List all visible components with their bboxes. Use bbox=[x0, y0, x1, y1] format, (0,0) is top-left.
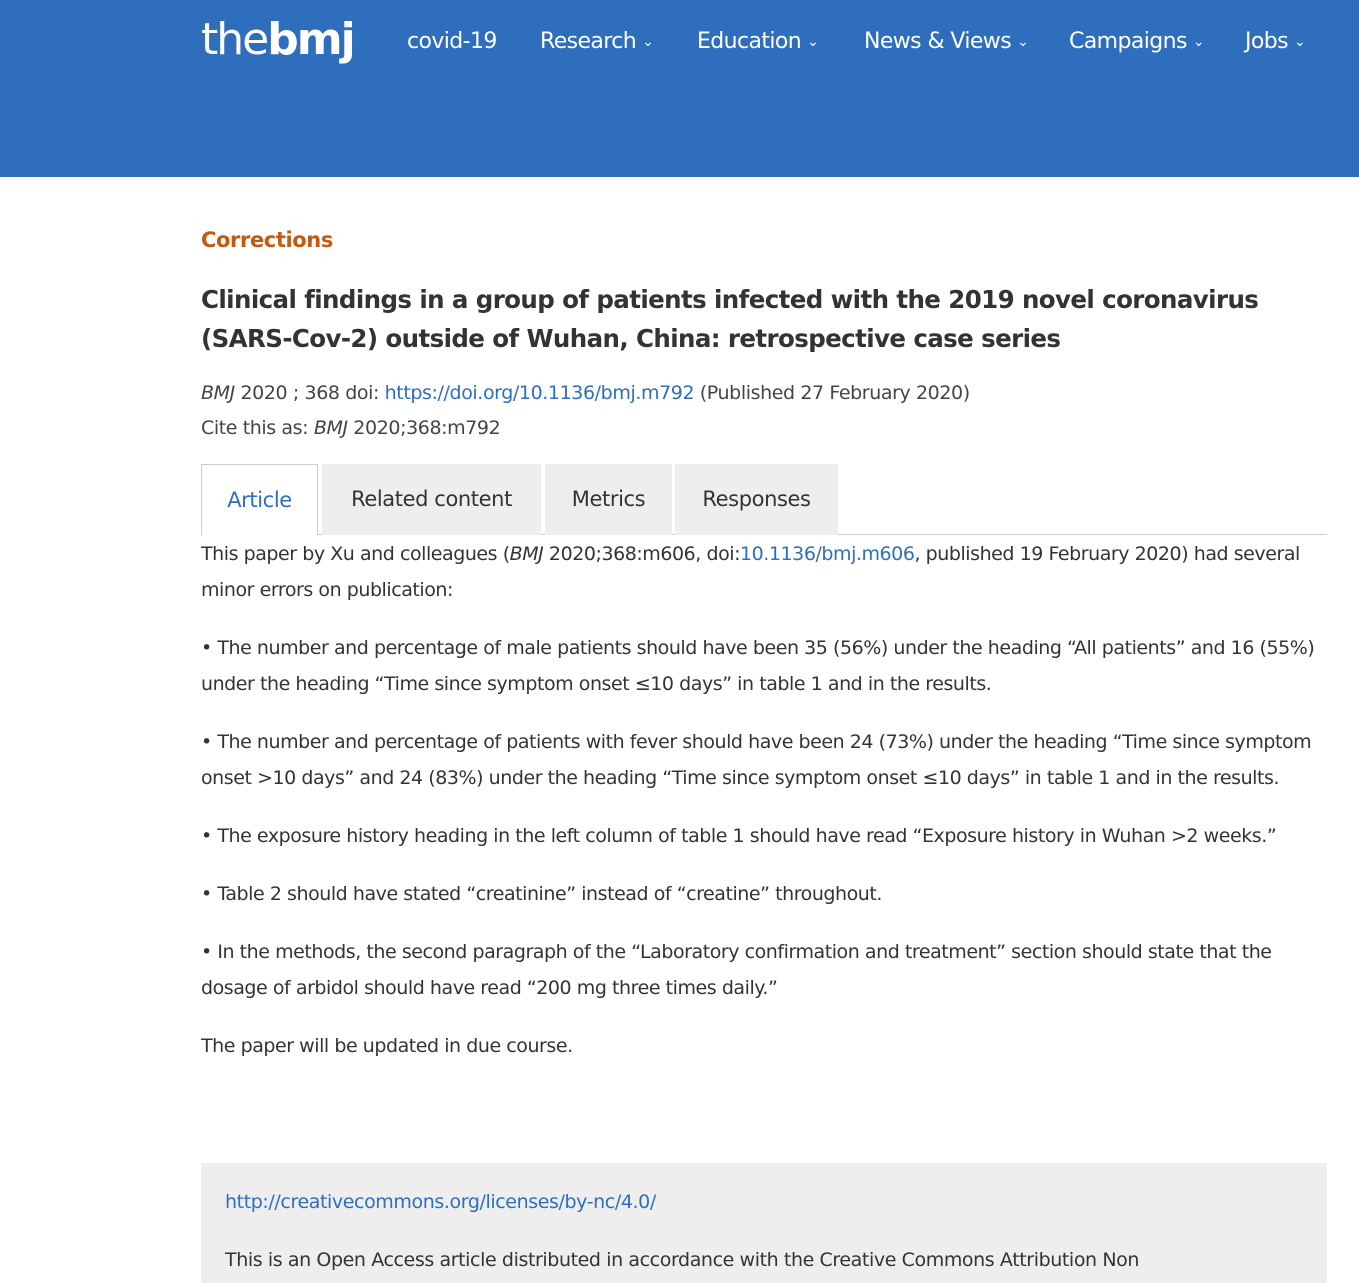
bullet-item: • In the methods, the second paragraph of the “Laboratory confirmation and treatment” section should state that the dosage of arbidol should have read “200 mg three times daily.” bbox=[201, 941, 1272, 999]
nav-jobs[interactable] bbox=[1245, 26, 1305, 60]
tab-responses[interactable]: Responses bbox=[675, 464, 838, 535]
chevron-down-icon: ⌄ bbox=[1192, 34, 1204, 50]
nav-research[interactable] bbox=[540, 26, 653, 60]
chevron-down-icon: ⌄ bbox=[807, 34, 819, 50]
bullet-item: • The exposure history heading in the left column of table 1 should have read “Exposure history in Wuhan >2 weeks.” bbox=[201, 825, 1277, 847]
doi-link[interactable]: https://doi.org/10.1136/bmj.m792 bbox=[384, 382, 695, 404]
published-date: (Published 27 February 2020) bbox=[694, 382, 970, 404]
nav-label: Jobs bbox=[1245, 29, 1288, 54]
intro-journal: BMJ bbox=[509, 543, 544, 565]
cite-reference: 2020;368:m792 bbox=[347, 417, 501, 439]
bullet-item: • Table 2 should have stated “creatinine” instead of “creatine” throughout. bbox=[201, 883, 882, 905]
bmj-logo[interactable] bbox=[201, 12, 354, 68]
nav-label: covid-19 bbox=[407, 29, 497, 54]
nav-label: Education bbox=[697, 29, 802, 54]
citation-line bbox=[201, 378, 970, 408]
cite-as-line bbox=[201, 413, 500, 443]
article-body bbox=[201, 536, 1327, 1086]
license-link[interactable]: http://creativecommons.org/licenses/by-nc/4.0/ bbox=[225, 1191, 656, 1213]
nav-education[interactable] bbox=[697, 26, 818, 60]
intro-paragraph bbox=[201, 536, 1327, 608]
tab-related-content[interactable]: Related content bbox=[322, 464, 541, 535]
year-volume: 2020 ; 368 doi: bbox=[234, 382, 385, 404]
tab-metrics[interactable]: Metrics bbox=[545, 464, 672, 535]
tab-article[interactable]: Article bbox=[201, 464, 318, 536]
intro-text: , published 19 February 2020) had several minor errors on publication: bbox=[201, 543, 1300, 601]
logo-the: the bbox=[201, 14, 268, 65]
license-box bbox=[201, 1163, 1327, 1283]
article-title: Clinical findings in a group of patients infected with the 2019 novel coronavirus (SARS-Cov-2) outside of Wuhan, China: retrospective case series bbox=[201, 285, 1259, 353]
nav-news-views[interactable] bbox=[864, 26, 1028, 60]
chevron-down-icon: ⌄ bbox=[1017, 34, 1029, 50]
closing-paragraph: The paper will be updated in due course. bbox=[201, 1035, 573, 1057]
chevron-down-icon: ⌄ bbox=[642, 34, 654, 50]
nav-campaigns[interactable] bbox=[1069, 26, 1204, 60]
intro-text: 2020;368:m606, doi: bbox=[543, 543, 741, 565]
article-tabs bbox=[201, 464, 1327, 536]
cite-journal: BMJ bbox=[313, 417, 348, 439]
intro-doi-link[interactable]: 10.1136/bmj.m606 bbox=[740, 543, 915, 565]
nav-label: Campaigns bbox=[1069, 29, 1187, 54]
section-label: Corrections bbox=[201, 228, 333, 252]
license-text: This is an Open Access article distributed in accordance with the Creative Commons Attribution Non bbox=[225, 1249, 1140, 1271]
nav-label: Research bbox=[540, 29, 637, 54]
site-header bbox=[0, 0, 1359, 177]
bullet-item: • The number and percentage of patients with fever should have been 24 (73%) under the heading “Time since symptom onset >10 days” and 24 (83%) under the heading “Time since symptom onset ≤10 days” in table 1 and in the results. bbox=[201, 731, 1312, 789]
logo-bmj: bmj bbox=[267, 14, 354, 65]
bullet-item: • The number and percentage of male patients should have been 35 (56%) under the heading “All patients” and 16 (55%) under the heading “Time since symptom onset ≤10 days” in table 1 and in the results. bbox=[201, 637, 1315, 695]
chevron-down-icon: ⌄ bbox=[1293, 34, 1306, 50]
journal-name: BMJ bbox=[201, 382, 235, 404]
nav-covid-19[interactable] bbox=[407, 26, 497, 58]
nav-label: News & Views bbox=[864, 29, 1012, 54]
intro-text: This paper by Xu and colleagues ( bbox=[201, 543, 510, 565]
cite-prefix: Cite this as: bbox=[201, 417, 314, 439]
